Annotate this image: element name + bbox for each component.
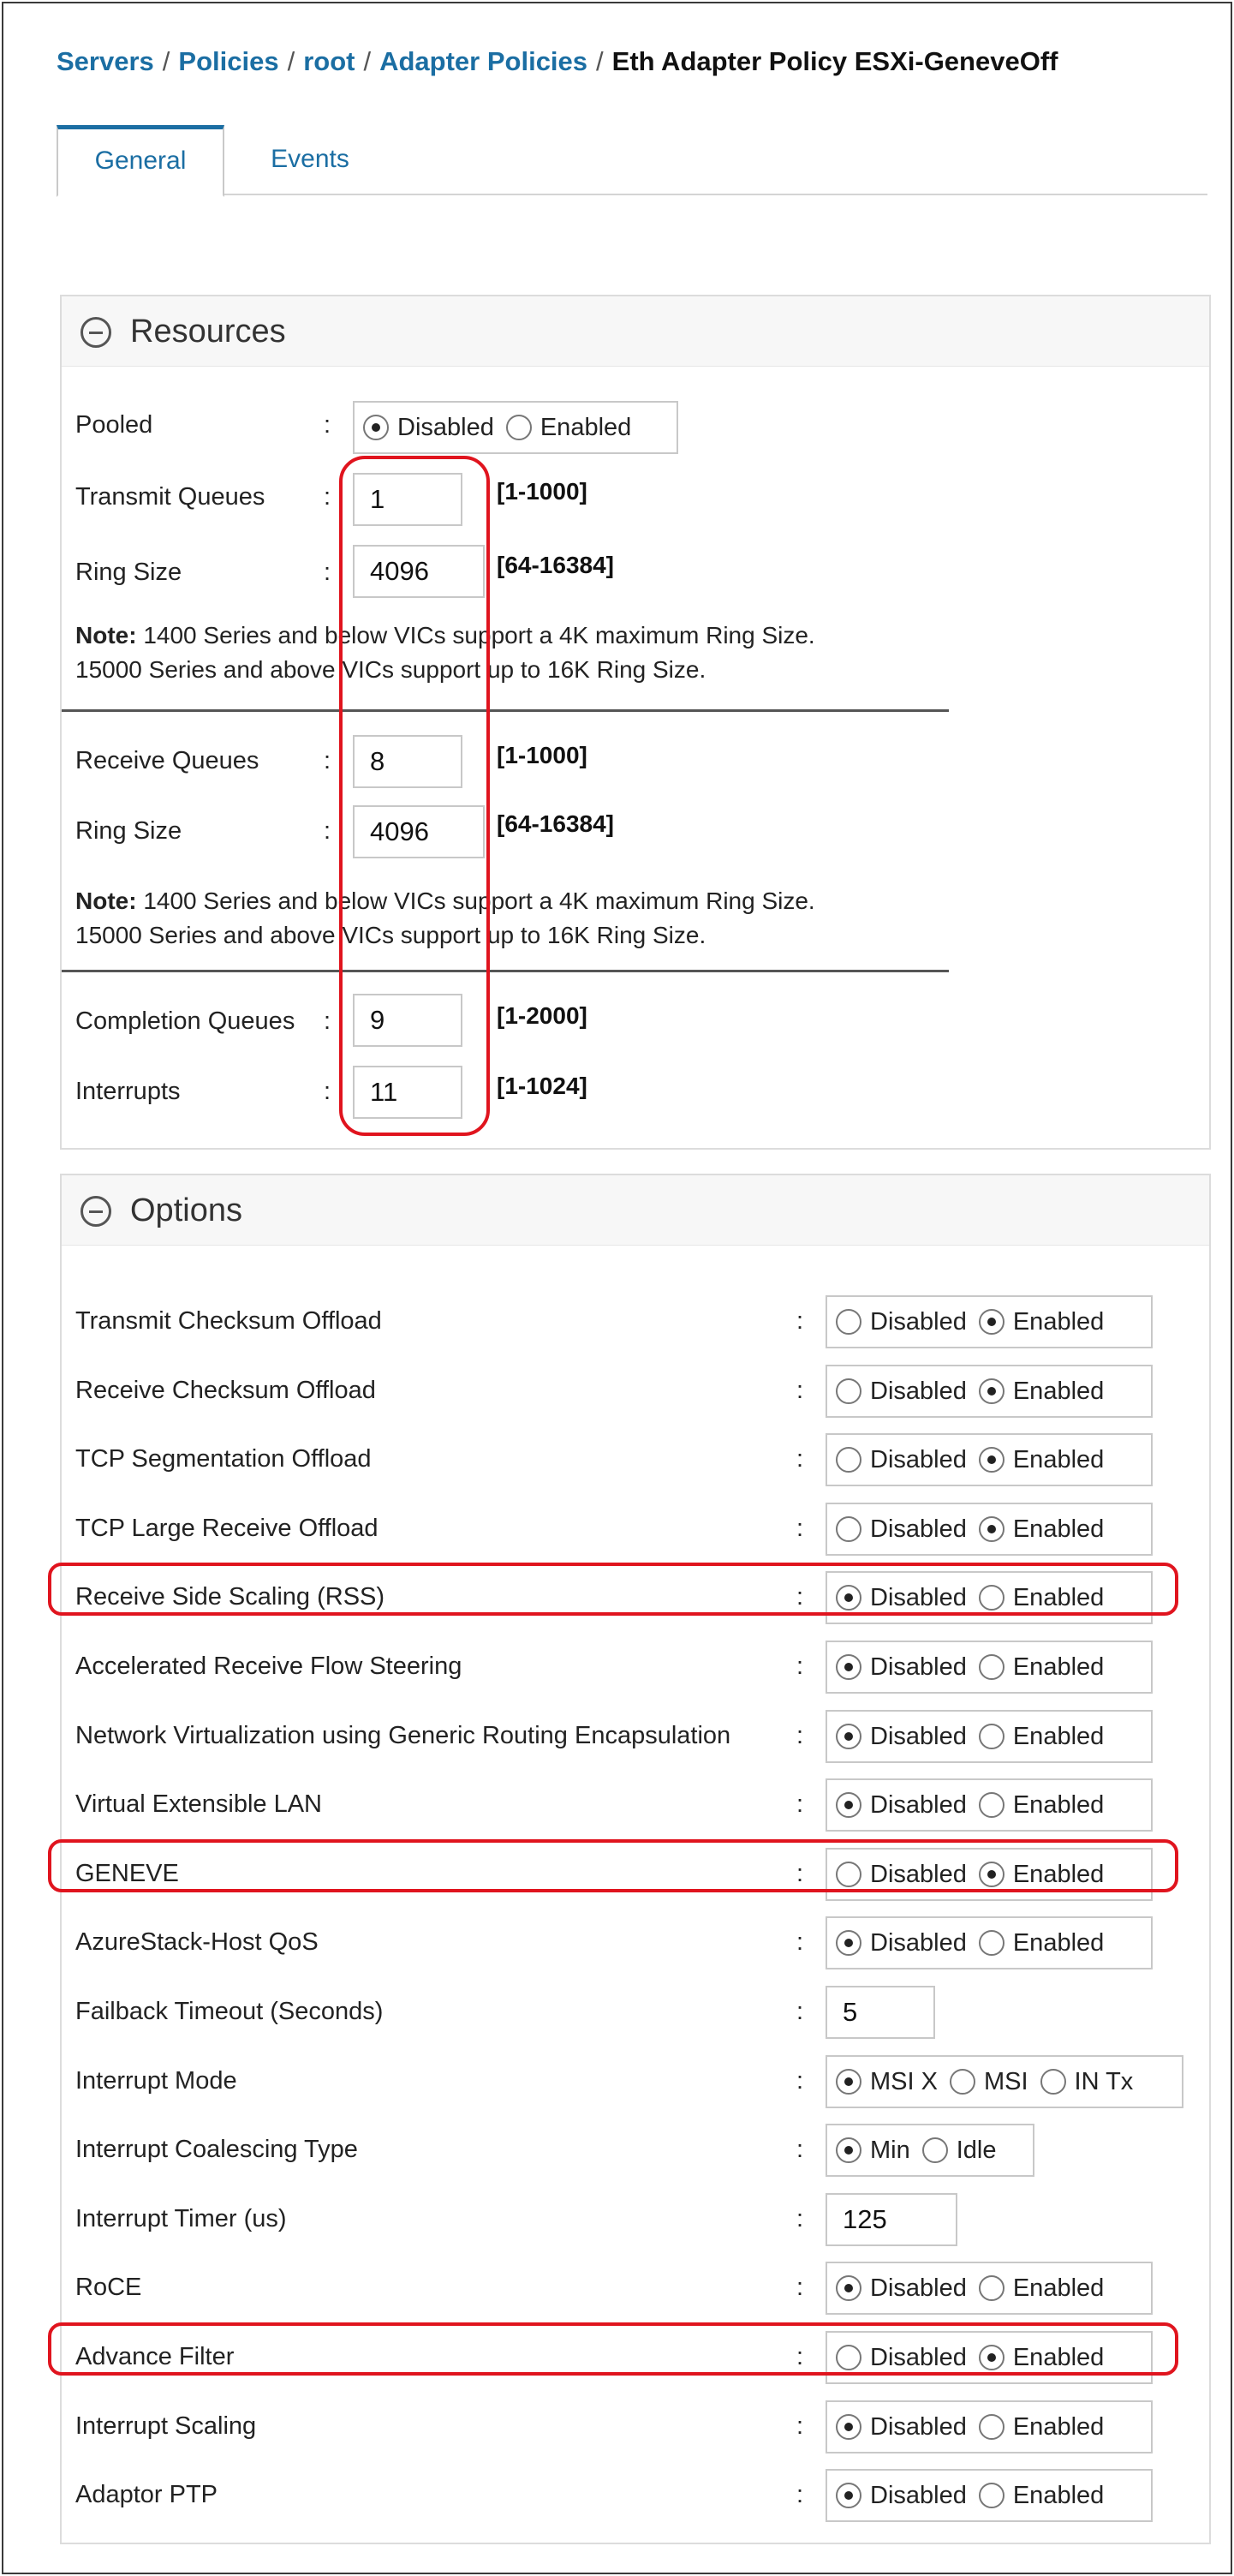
radio-empty-icon bbox=[836, 1862, 861, 1887]
interrupt-timer-us-input[interactable]: 125 bbox=[826, 2193, 957, 2246]
failback-timeout-seconds-input[interactable]: 5 bbox=[826, 1986, 935, 2039]
radio-label: Disabled bbox=[870, 1515, 967, 1543]
network-virtualization-using-generic-routing-encapsulation-radio-group bbox=[826, 1710, 1153, 1763]
receive-checksum-offload-radio-group bbox=[826, 1365, 1153, 1418]
colon: : bbox=[796, 2412, 804, 2440]
receive-checksum-offload-disabled-radio[interactable] bbox=[836, 1378, 967, 1406]
note-bold: Note: bbox=[75, 888, 137, 914]
options-title: Options bbox=[130, 1192, 242, 1228]
radio-empty-icon bbox=[979, 2483, 1004, 2508]
interrupt-scaling-enabled-radio[interactable] bbox=[979, 2413, 1104, 2442]
completion-queues-label: Completion Queues bbox=[75, 1007, 295, 1035]
radio-label: Disabled bbox=[870, 2343, 967, 2371]
virtual-extensible-lan-disabled-radio[interactable] bbox=[836, 1791, 967, 1820]
colon: : bbox=[796, 1445, 804, 1473]
colon: : bbox=[796, 1860, 804, 1887]
interrupt-coalescing-type-idle-radio[interactable] bbox=[922, 2137, 997, 2165]
resources-header[interactable] bbox=[62, 296, 1209, 367]
colon: : bbox=[324, 747, 331, 774]
radio-label: Disabled bbox=[870, 2481, 967, 2509]
radio-label: Enabled bbox=[1012, 2481, 1105, 2509]
interrupt-mode-msi-x-radio[interactable] bbox=[836, 2068, 938, 2096]
radio-empty-icon bbox=[836, 1516, 861, 1542]
interrupt-scaling-radio-group bbox=[826, 2400, 1153, 2453]
radio-label: MSI X bbox=[870, 2067, 938, 2095]
geneve-label: GENEVE bbox=[75, 1860, 179, 1887]
roce-enabled-radio[interactable] bbox=[979, 2274, 1104, 2303]
receive-queues-range: [1-1000] bbox=[497, 742, 587, 768]
radio-empty-icon bbox=[979, 1930, 1004, 1956]
radio-label: Enabled bbox=[1012, 1583, 1105, 1611]
adaptor-ptp-radio-group bbox=[826, 2469, 1153, 2522]
radio-empty-icon bbox=[950, 2069, 975, 2095]
receive-side-scaling-rss-label: Receive Side Scaling (RSS) bbox=[75, 1583, 385, 1611]
radio-label: Disabled bbox=[397, 413, 494, 441]
radio-label: Enabled bbox=[540, 413, 632, 441]
receive-side-scaling-rss-disabled-radio[interactable] bbox=[836, 1584, 967, 1612]
options-header[interactable] bbox=[62, 1175, 1209, 1246]
radio-selected-icon bbox=[979, 2345, 1004, 2370]
virtual-extensible-lan-label: Virtual Extensible LAN bbox=[75, 1790, 323, 1818]
tcp-large-receive-offload-radio-group bbox=[826, 1503, 1153, 1556]
radio-label: Enabled bbox=[1012, 1515, 1105, 1543]
tcp-segmentation-offload-label: TCP Segmentation Offload bbox=[75, 1445, 372, 1473]
note-line: 1400 Series and below VICs support a 4K maximum Ring Size. bbox=[136, 888, 815, 914]
completion-queues-input[interactable]: 9 bbox=[353, 994, 462, 1047]
receive-queues-input[interactable]: 8 bbox=[353, 735, 462, 788]
transmit-checksum-offload-disabled-radio[interactable] bbox=[836, 1308, 967, 1336]
colon: : bbox=[796, 1307, 804, 1335]
radio-selected-icon bbox=[363, 415, 389, 440]
tab-bar bbox=[57, 125, 1207, 195]
roce-radio-group bbox=[826, 2262, 1153, 2315]
receive-side-scaling-rss-enabled-radio[interactable] bbox=[979, 1584, 1104, 1612]
interrupt-timer-us-label: Interrupt Timer (us) bbox=[75, 2205, 287, 2232]
radio-empty-icon bbox=[836, 1378, 861, 1404]
radio-selected-icon bbox=[836, 2483, 861, 2508]
network-virtualization-using-generic-routing-encapsulation-enabled-radio[interactable] bbox=[979, 1723, 1104, 1751]
colon: : bbox=[796, 1653, 804, 1680]
note-bold: Note: bbox=[75, 622, 137, 648]
accelerated-receive-flow-steering-label: Accelerated Receive Flow Steering bbox=[75, 1653, 462, 1680]
colon: : bbox=[324, 483, 331, 511]
tcp-large-receive-offload-enabled-radio[interactable] bbox=[979, 1515, 1104, 1544]
azurestack-host-qos-label: AzureStack-Host QoS bbox=[75, 1928, 319, 1956]
colon: : bbox=[796, 1722, 804, 1749]
interrupts-label: Interrupts bbox=[75, 1078, 181, 1105]
radio-empty-icon bbox=[979, 1585, 1004, 1611]
colon: : bbox=[324, 559, 331, 586]
tcp-large-receive-offload-disabled-radio[interactable] bbox=[836, 1515, 967, 1544]
geneve-disabled-radio[interactable] bbox=[836, 1861, 967, 1889]
colon: : bbox=[324, 1007, 331, 1035]
accelerated-receive-flow-steering-enabled-radio[interactable] bbox=[979, 1653, 1104, 1682]
virtual-extensible-lan-enabled-radio[interactable] bbox=[979, 1791, 1104, 1820]
roce-label: RoCE bbox=[75, 2274, 142, 2301]
radio-empty-icon bbox=[979, 1724, 1004, 1749]
receive-checksum-offload-label: Receive Checksum Offload bbox=[75, 1377, 376, 1404]
advance-filter-disabled-radio[interactable] bbox=[836, 2344, 967, 2372]
azurestack-host-qos-radio-group bbox=[826, 1916, 1153, 1969]
radio-label: Disabled bbox=[870, 1307, 967, 1336]
radio-label: Enabled bbox=[1012, 1377, 1105, 1405]
transmit-checksum-offload-radio-group bbox=[826, 1295, 1153, 1348]
tab-general[interactable]: General bbox=[57, 125, 224, 197]
radio-label: Enabled bbox=[1012, 1860, 1105, 1888]
radio-selected-icon bbox=[979, 1447, 1004, 1473]
radio-empty-icon bbox=[979, 1792, 1004, 1818]
interrupt-coalescing-type-min-radio[interactable] bbox=[836, 2137, 910, 2165]
radio-empty-icon bbox=[836, 2345, 861, 2370]
divider bbox=[62, 709, 949, 712]
radio-label: Idle bbox=[956, 2136, 997, 2164]
completion-queues-range: [1-2000] bbox=[497, 1002, 587, 1029]
colon: : bbox=[324, 411, 331, 439]
radio-label: Enabled bbox=[1012, 1928, 1105, 1957]
radio-selected-icon bbox=[836, 1930, 861, 1956]
adaptor-ptp-disabled-radio[interactable] bbox=[836, 2482, 967, 2510]
colon: : bbox=[324, 817, 331, 845]
receive-side-scaling-rss-radio-group bbox=[826, 1571, 1153, 1624]
note-line: 1400 Series and below VICs support a 4K maximum Ring Size. bbox=[136, 622, 815, 648]
note-line: 15000 Series and above VICs support up to 16K Ring Size. bbox=[75, 922, 706, 948]
transmit-queues-label: Transmit Queues bbox=[75, 483, 265, 511]
virtual-extensible-lan-radio-group bbox=[826, 1778, 1153, 1832]
breadcrumb-servers[interactable]: Servers bbox=[57, 46, 154, 76]
radio-label: Disabled bbox=[870, 1928, 967, 1957]
radio-selected-icon bbox=[836, 2137, 861, 2163]
colon: : bbox=[796, 2343, 804, 2370]
radio-label: Enabled bbox=[1012, 1790, 1105, 1819]
transmit-ring-size-range: [64-16384] bbox=[497, 552, 614, 578]
radio-selected-icon bbox=[836, 1724, 861, 1749]
radio-label: Enabled bbox=[1012, 1722, 1105, 1750]
azurestack-host-qos-enabled-radio[interactable] bbox=[979, 1929, 1104, 1957]
interrupt-coalescing-type-label: Interrupt Coalescing Type bbox=[75, 2136, 358, 2163]
pooled-label: Pooled bbox=[75, 411, 153, 439]
radio-label: Enabled bbox=[1012, 1653, 1105, 1681]
radio-label: Disabled bbox=[870, 2274, 967, 2302]
divider bbox=[62, 970, 949, 972]
radio-selected-icon bbox=[836, 1654, 861, 1680]
interrupt-mode-msi-radio[interactable] bbox=[950, 2068, 1028, 2096]
interrupt-scaling-label: Interrupt Scaling bbox=[75, 2412, 257, 2440]
tcp-segmentation-offload-disabled-radio[interactable] bbox=[836, 1446, 967, 1474]
radio-label: MSI bbox=[983, 2067, 1028, 2095]
breadcrumb-current: Eth Adapter Policy ESXi-GeneveOff bbox=[611, 46, 1058, 76]
geneve-enabled-radio[interactable] bbox=[979, 1861, 1104, 1889]
interrupts-range: [1-1024] bbox=[497, 1073, 587, 1099]
tcp-segmentation-offload-enabled-radio[interactable] bbox=[979, 1446, 1104, 1474]
azurestack-host-qos-disabled-radio[interactable] bbox=[836, 1929, 967, 1957]
radio-label: Enabled bbox=[1012, 1445, 1105, 1473]
radio-selected-icon bbox=[836, 2275, 861, 2301]
radio-label: Disabled bbox=[870, 1790, 967, 1819]
radio-selected-icon bbox=[836, 2069, 861, 2095]
geneve-radio-group bbox=[826, 1848, 1153, 1901]
advance-filter-enabled-radio[interactable] bbox=[979, 2344, 1104, 2372]
radio-label: IN Tx bbox=[1074, 2067, 1134, 2095]
adaptor-ptp-label: Adaptor PTP bbox=[75, 2481, 218, 2508]
interrupt-scaling-disabled-radio[interactable] bbox=[836, 2413, 967, 2442]
breadcrumb-root[interactable]: root bbox=[303, 46, 355, 76]
radio-label: Disabled bbox=[870, 1722, 967, 1750]
colon: : bbox=[796, 1377, 804, 1404]
breadcrumb-separator: / bbox=[363, 46, 372, 76]
radio-selected-icon bbox=[979, 1309, 1004, 1335]
colon: : bbox=[796, 1583, 804, 1611]
colon: : bbox=[324, 1078, 331, 1105]
breadcrumb bbox=[57, 46, 1058, 77]
radio-empty-icon bbox=[506, 415, 532, 440]
adaptor-ptp-enabled-radio[interactable] bbox=[979, 2482, 1104, 2510]
radio-selected-icon bbox=[836, 2414, 861, 2440]
radio-selected-icon bbox=[979, 1862, 1004, 1887]
radio-label: Disabled bbox=[870, 1445, 967, 1473]
advance-filter-radio-group bbox=[826, 2331, 1153, 2384]
transmit-ring-size-label: Ring Size bbox=[75, 559, 182, 586]
accelerated-receive-flow-steering-disabled-radio[interactable] bbox=[836, 1653, 967, 1682]
colon: : bbox=[796, 1515, 804, 1542]
radio-label: Enabled bbox=[1012, 1307, 1105, 1336]
radio-empty-icon bbox=[979, 1654, 1004, 1680]
colon: : bbox=[796, 1790, 804, 1818]
radio-empty-icon bbox=[836, 1447, 861, 1473]
transmit-queues-input[interactable]: 1 bbox=[353, 473, 462, 526]
radio-label: Enabled bbox=[1012, 2412, 1105, 2441]
breadcrumb-separator: / bbox=[287, 46, 295, 76]
advance-filter-label: Advance Filter bbox=[75, 2343, 235, 2370]
collapse-icon[interactable] bbox=[80, 317, 111, 348]
ring-size-note bbox=[75, 619, 815, 687]
radio-selected-icon bbox=[979, 1378, 1004, 1404]
pooled-disabled-radio[interactable] bbox=[363, 414, 494, 442]
radio-label: Disabled bbox=[870, 1583, 967, 1611]
receive-ring-size-label: Ring Size bbox=[75, 817, 182, 845]
radio-empty-icon bbox=[979, 2275, 1004, 2301]
ring-size-note bbox=[75, 884, 815, 953]
radio-empty-icon bbox=[979, 2414, 1004, 2440]
colon: : bbox=[796, 2136, 804, 2163]
tab-events[interactable]: Events bbox=[271, 145, 349, 173]
radio-label: Disabled bbox=[870, 1860, 967, 1888]
failback-timeout-seconds-label: Failback Timeout (Seconds) bbox=[75, 1998, 384, 2025]
radio-label: Min bbox=[870, 2136, 910, 2164]
interrupt-mode-label: Interrupt Mode bbox=[75, 2067, 237, 2095]
pooled-enabled-radio[interactable] bbox=[506, 414, 631, 442]
network-virtualization-using-generic-routing-encapsulation-disabled-radio[interactable] bbox=[836, 1723, 967, 1751]
radio-label: Enabled bbox=[1012, 2343, 1105, 2371]
radio-selected-icon bbox=[979, 1516, 1004, 1542]
interrupt-mode-in-tx-radio[interactable] bbox=[1040, 2068, 1134, 2096]
collapse-icon[interactable] bbox=[80, 1196, 111, 1227]
roce-disabled-radio[interactable] bbox=[836, 2274, 967, 2303]
colon: : bbox=[796, 1928, 804, 1956]
radio-empty-icon bbox=[922, 2137, 948, 2163]
radio-empty-icon bbox=[1040, 2069, 1066, 2095]
colon: : bbox=[796, 2205, 804, 2232]
transmit-ring-size-input[interactable]: 4096 bbox=[353, 545, 485, 598]
breadcrumb-separator: / bbox=[162, 46, 170, 76]
transmit-checksum-offload-enabled-radio[interactable] bbox=[979, 1308, 1104, 1336]
note-line: 15000 Series and above VICs support up to 16K Ring Size. bbox=[75, 656, 706, 683]
colon: : bbox=[796, 2067, 804, 2095]
radio-selected-icon bbox=[836, 1792, 861, 1818]
radio-label: Disabled bbox=[870, 1653, 967, 1681]
radio-label: Enabled bbox=[1012, 2274, 1105, 2302]
colon: : bbox=[796, 1998, 804, 2025]
resources-title: Resources bbox=[130, 314, 286, 350]
accelerated-receive-flow-steering-radio-group bbox=[826, 1641, 1153, 1694]
pooled-radio-group bbox=[353, 401, 678, 454]
receive-ring-size-input[interactable]: 4096 bbox=[353, 805, 485, 858]
radio-selected-icon bbox=[836, 1585, 861, 1611]
network-virtualization-using-generic-routing-encapsulation-label: Network Virtualization using Generic Routing Encapsulation bbox=[75, 1722, 731, 1749]
breadcrumb-adapter-policies[interactable]: Adapter Policies bbox=[379, 46, 588, 76]
transmit-checksum-offload-label: Transmit Checksum Offload bbox=[75, 1307, 382, 1335]
radio-empty-icon bbox=[836, 1309, 861, 1335]
colon: : bbox=[796, 2274, 804, 2301]
interrupt-coalescing-type-radio-group bbox=[826, 2124, 1034, 2177]
colon: : bbox=[796, 2481, 804, 2508]
receive-ring-size-range: [64-16384] bbox=[497, 810, 614, 837]
receive-checksum-offload-enabled-radio[interactable] bbox=[979, 1378, 1104, 1406]
transmit-queues-range: [1-1000] bbox=[497, 478, 587, 505]
radio-label: Disabled bbox=[870, 2412, 967, 2441]
tcp-segmentation-offload-radio-group bbox=[826, 1433, 1153, 1486]
interrupts-input[interactable]: 11 bbox=[353, 1066, 462, 1119]
breadcrumb-policies[interactable]: Policies bbox=[178, 46, 279, 76]
receive-queues-label: Receive Queues bbox=[75, 747, 259, 774]
tcp-large-receive-offload-label: TCP Large Receive Offload bbox=[75, 1515, 379, 1542]
radio-label: Disabled bbox=[870, 1377, 967, 1405]
interrupt-mode-radio-group bbox=[826, 2055, 1183, 2108]
breadcrumb-separator: / bbox=[596, 46, 604, 76]
